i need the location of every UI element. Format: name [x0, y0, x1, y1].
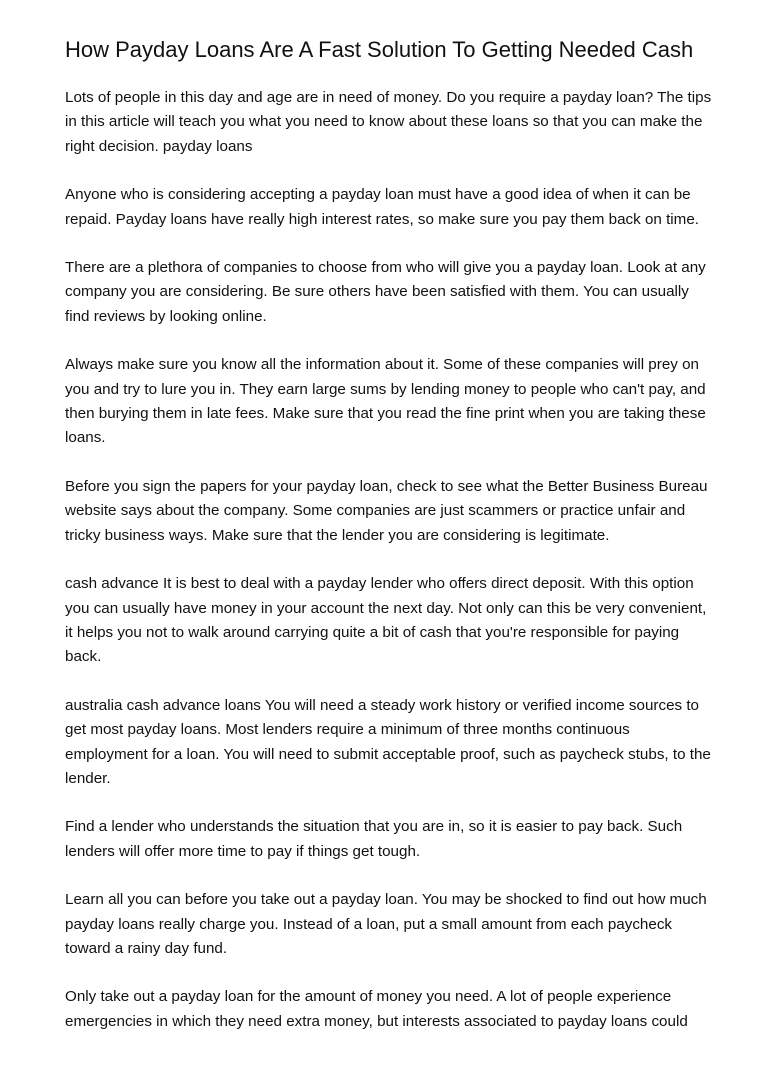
paragraph: Anyone who is considering accepting a payday loan must have a good idea of when it can be repaid. Payday loans have really high interest rates, so make sure you pay them back on time.: [65, 186, 699, 228]
paragraph: Always make sure you know all the information about it. Some of these companies will prey on you and try to lure you in. They earn large sums by lending money to people who can't pay, and then burying them in late fees. Make sure that you read the fine print when you are taking these loans.: [65, 356, 706, 447]
paragraph: Lots of people in this day and age are in need of money. Do you require a payday loan? The tips in this article will teach you what you need to know about these loans so that you can make the right decision. payday loans: [65, 89, 712, 155]
paragraph: cash advance It is best to deal with a payday lender who offers direct deposit. With this option you can usually have money in your account the next day. Not only can this be very convenient, it helps you not to walk around carrying quite a bit of cash that you're responsible for paying back.: [65, 575, 707, 666]
document-body: [65, 86, 715, 1034]
paragraph: There are a plethora of companies to choose from who will give you a payday loan. Look at any company you are considering. Be sure others have been satisfied with them. You can usually find reviews by looking online.: [65, 259, 706, 325]
paragraph: Before you sign the papers for your payday loan, check to see what the Better Business Bureau website says about the company. Some companies are just scammers or practice unfair and tricky business ways. Make sure that the lender you are considering is legitimate.: [65, 477, 708, 544]
document-title: How Payday Loans Are A Fast Solution To Getting Needed Cash: [65, 37, 694, 62]
paragraph: Find a lender who understands the situation that you are in, so it is easier to pay back. Such lenders will offer more time to pay if things get tough.: [65, 818, 683, 860]
paragraph: Only take out a payday loan for the amount of money you need. A lot of people experience emergencies in which they need extra money, but interests associated to payday loans could: [65, 988, 688, 1030]
paragraph: Learn all you can before you take out a payday loan. You may be shocked to find out how much payday loans really charge you. Instead of a loan, put a small amount from each paycheck toward a rainy day fund.: [65, 891, 707, 957]
paragraph: australia cash advance loans You will need a steady work history or verified income sources to get most payday loans. Most lenders require a minimum of three months continuous employment for a loan. You will need to submit acceptable proof, such as paycheck stubs, to the lender.: [65, 696, 711, 787]
document-page: [65, 38, 715, 1058]
